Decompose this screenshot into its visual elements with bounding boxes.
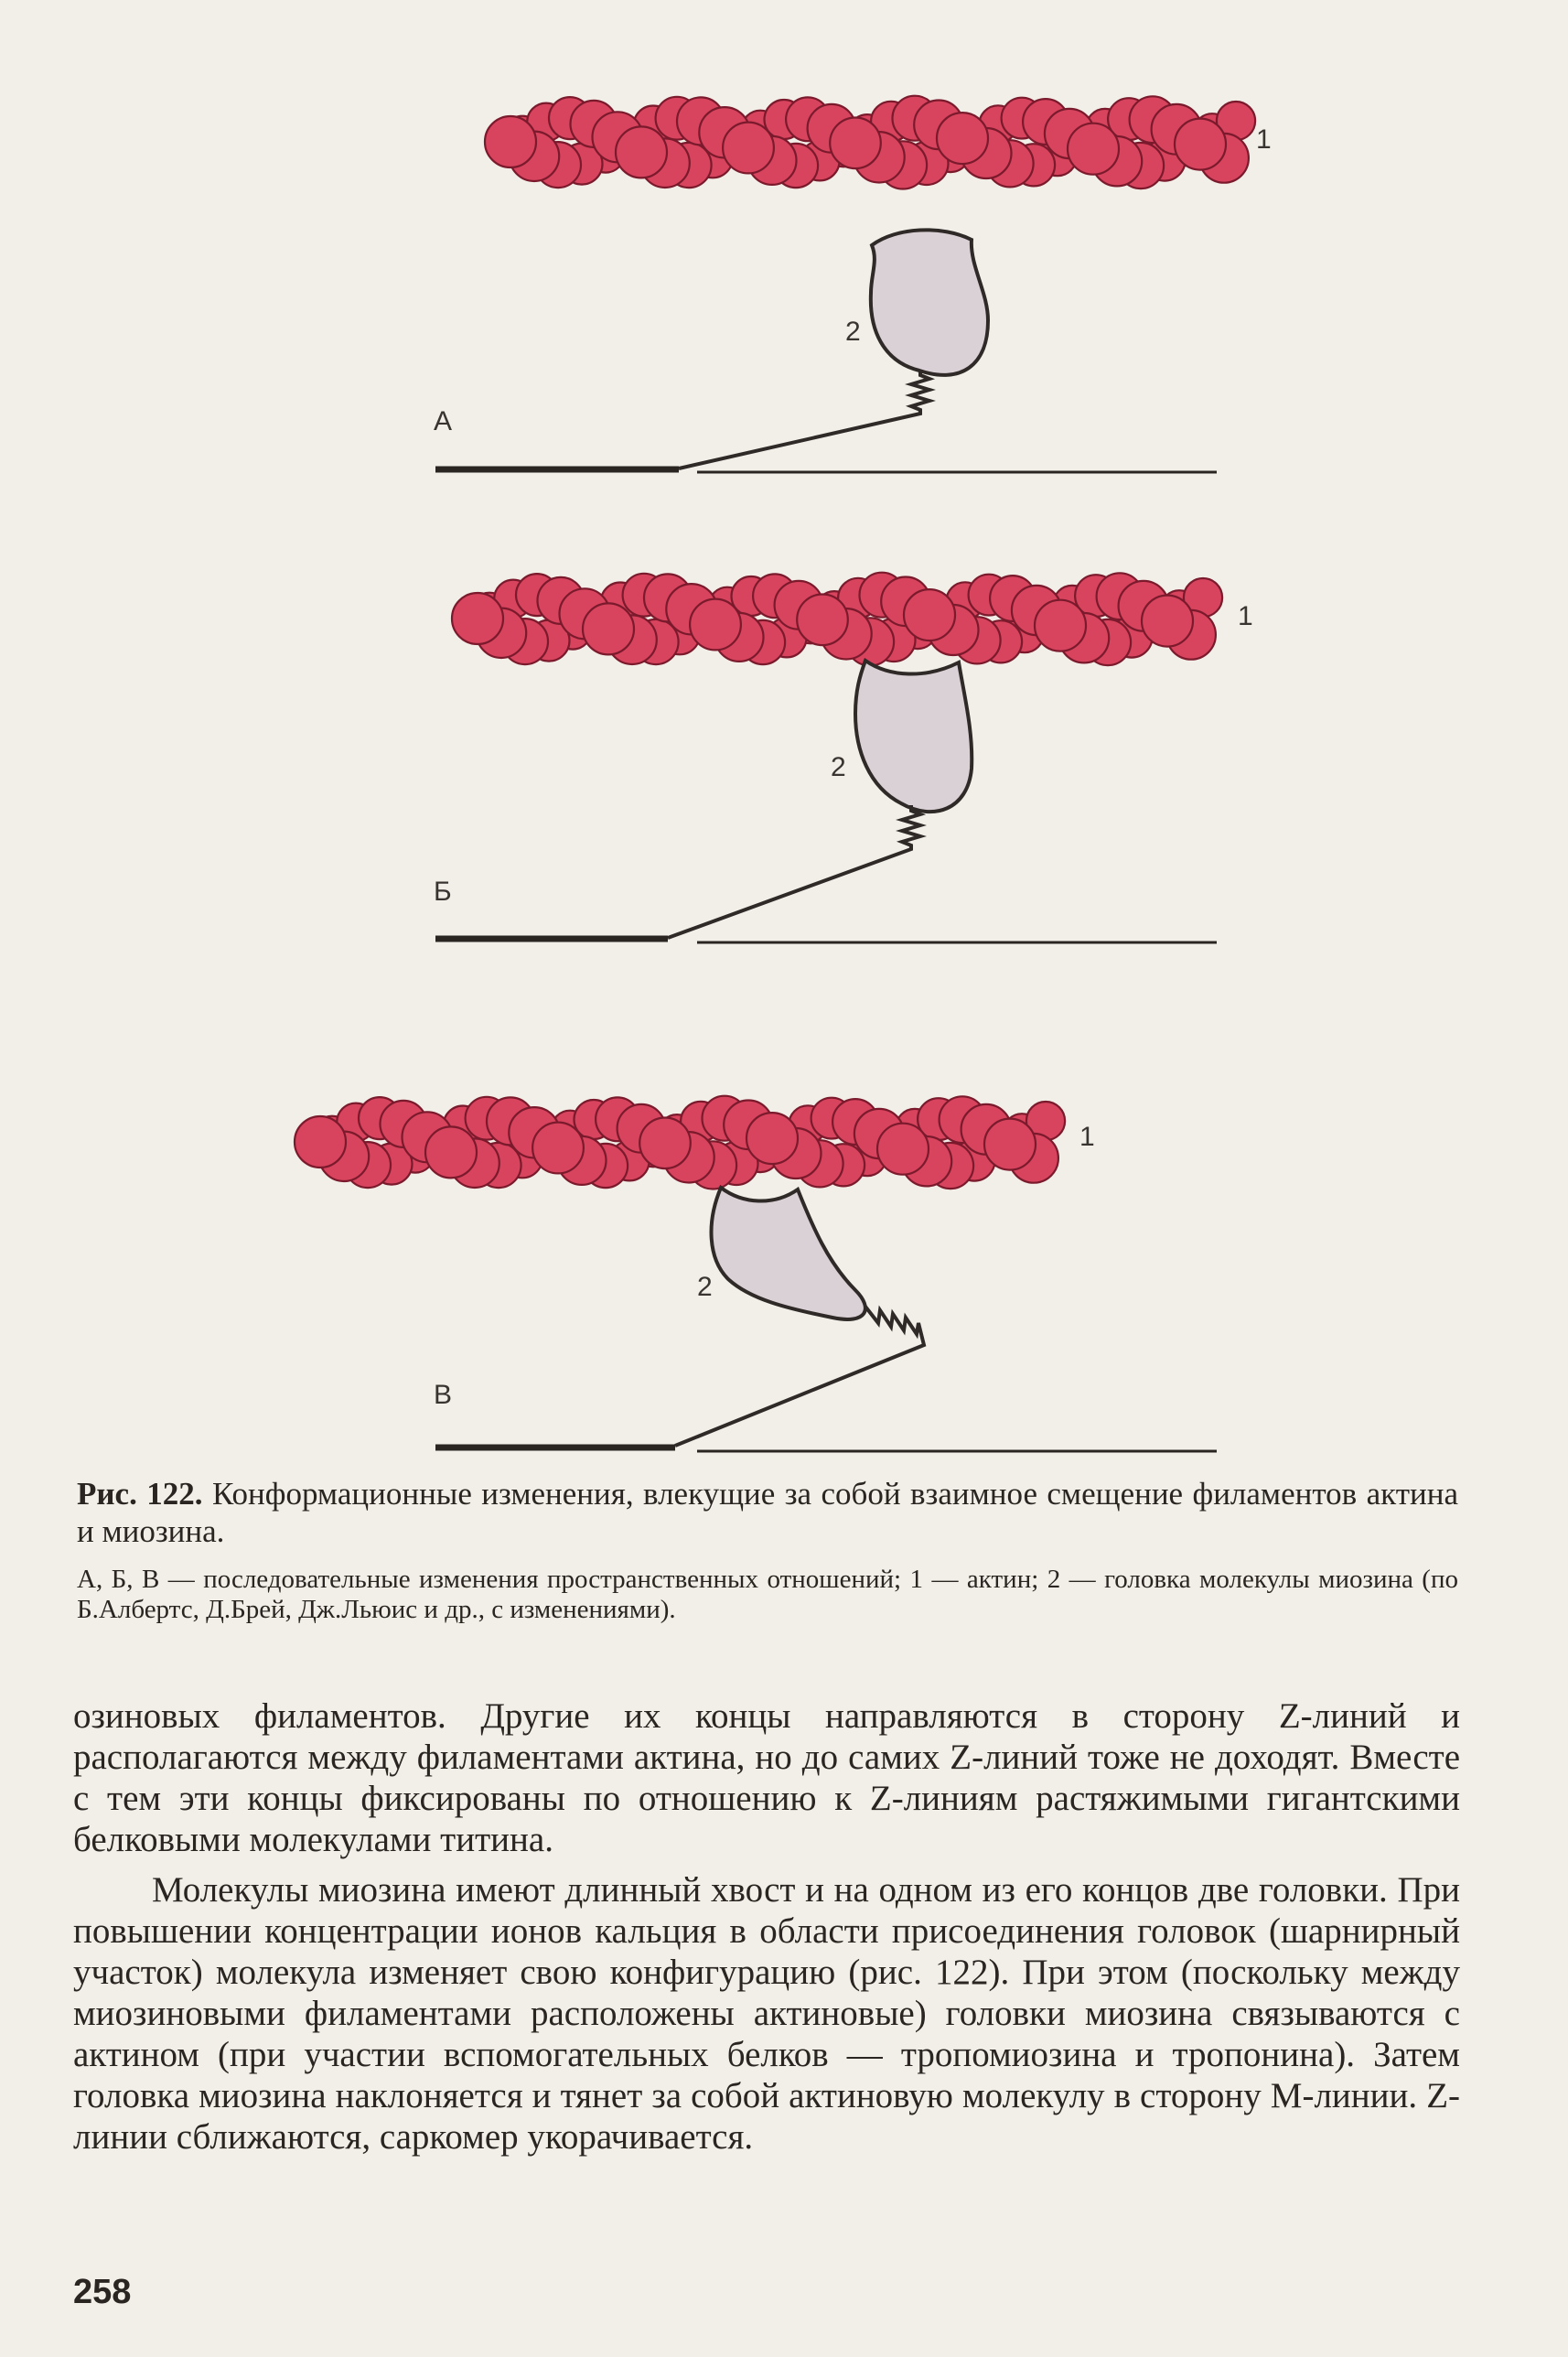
- caption-main: [77, 1475, 1458, 1550]
- paragraph-2: Молекулы миозина имеют длинный хвост и на одном из его концов две головки. При повышении концентрации ионов кальция в области присоединения головок (шарнирный участок) молекула изменяет свою конфигурацию (рис. 122). При этом (поскольку между миозиновыми филаментами расположены актиновые) головки миозина связываются с актином (при участии вспомогательных белков — тропомиозина и тропонина). Затем головка миозина наклоняется и тянет за собой актиновую молекулу в сторону М-линии. Z-линии сближаются, саркомер укорачивается.: [73, 1870, 1460, 2157]
- panel-b: [434, 573, 1253, 942]
- actin-monomer: [425, 1126, 477, 1178]
- actin-monomer: [639, 1118, 691, 1169]
- figure-caption: [77, 1475, 1458, 1625]
- actin-monomer: [690, 599, 741, 651]
- actin-monomer: [485, 116, 536, 167]
- actin-monomer: [937, 113, 988, 164]
- actin-monomer: [1175, 119, 1226, 170]
- actin-monomer: [583, 603, 634, 654]
- page-number: 258: [73, 2273, 132, 2311]
- myosin-label-a: 2: [845, 317, 861, 347]
- myosin-neck-c: [675, 1307, 924, 1446]
- actin-monomer: [1142, 596, 1193, 647]
- caption-title: Конформационные изменения, влекущие за собой взаимное смещение филаментов актина и миозина.: [77, 1476, 1458, 1549]
- actin-monomer: [1035, 600, 1086, 651]
- actin-label-c: 1: [1079, 1122, 1095, 1152]
- actin-monomer: [797, 595, 848, 646]
- actin-monomer: [295, 1116, 346, 1168]
- actin-monomer: [452, 593, 503, 644]
- actin-filament-c: [295, 1096, 1065, 1189]
- body-text: [73, 1695, 1460, 2158]
- actin-filament-b: [452, 573, 1222, 666]
- panel-c: [295, 1096, 1217, 1451]
- actin-monomer: [877, 1124, 929, 1175]
- myosin-label-b: 2: [831, 752, 846, 782]
- actin-monomer: [1068, 124, 1119, 175]
- caption-note: А, Б, В — последовательные изменения пространственных отношений; 1 — актин; 2 — головка молекулы миозина (по Б.Албертс, Д.Брей, Дж.Льюис и др., с изменениями).: [77, 1565, 1458, 1624]
- actin-monomer: [984, 1119, 1036, 1170]
- caption-fig-number: Рис. 122.: [77, 1476, 203, 1512]
- panel-letter-c: В: [434, 1380, 453, 1410]
- actin-label-a: 1: [1256, 124, 1272, 155]
- actin-monomer: [723, 123, 774, 174]
- myosin-neck-a: [679, 370, 929, 468]
- actin-monomer: [532, 1123, 584, 1174]
- panel-letter-a: А: [434, 406, 453, 436]
- actin-monomer: [616, 126, 667, 178]
- actin-filament-a: [485, 96, 1255, 189]
- myosin-neck-b: [668, 805, 920, 938]
- myosin-label-c: 2: [697, 1272, 713, 1302]
- myosin-head-c: [712, 1188, 865, 1319]
- actin-monomer: [830, 118, 881, 169]
- myosin-head-a: [871, 230, 988, 375]
- panel-a: [434, 96, 1272, 472]
- paragraph-1: озиновых филаментов. Другие их концы направляются в сторону Z-линий и располагаются между филаментами актина, но до самих Z-линий тоже не доходят. Вместе с тем эти концы фиксированы по отношению к Z-линиям растяжимыми гигантскими белковыми молекулами титина.: [73, 1696, 1460, 1859]
- actin-monomer: [904, 589, 955, 640]
- actin-monomer: [746, 1113, 798, 1164]
- myosin-head-b: [855, 661, 972, 812]
- actin-label-b: 1: [1238, 601, 1253, 631]
- panel-letter-b: Б: [434, 877, 452, 907]
